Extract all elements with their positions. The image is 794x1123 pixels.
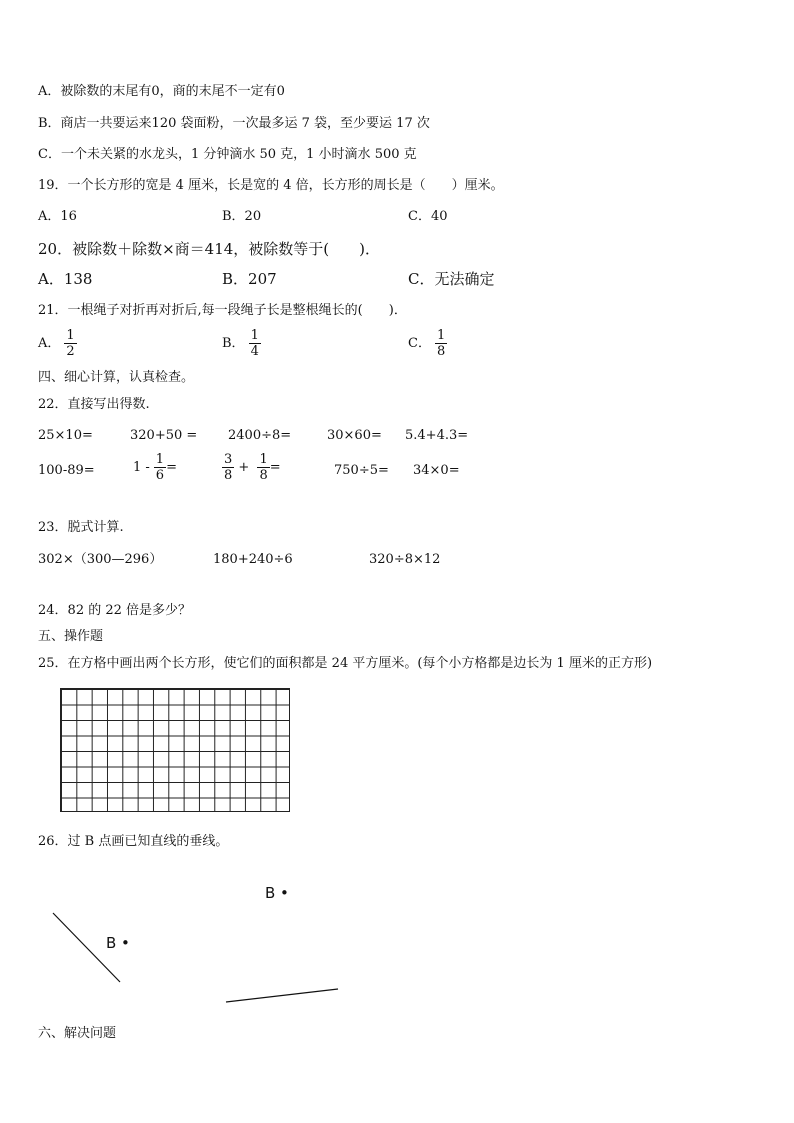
q20-option-c: C．无法确定 bbox=[408, 270, 495, 288]
fraction: $\frac{1}{2}$ bbox=[66, 328, 75, 359]
expression-item: 180+240÷6 bbox=[213, 552, 293, 567]
point-b-label: B • bbox=[265, 884, 289, 902]
given-line-left bbox=[53, 913, 120, 982]
point-b-label: B • bbox=[106, 934, 130, 952]
calc-item: 750÷5= bbox=[334, 463, 389, 478]
calc-item: 2400÷8= bbox=[228, 428, 292, 443]
q21-option-b-label: B． bbox=[222, 336, 245, 351]
question-24: 24．82 的 22 倍是多少？ bbox=[38, 603, 192, 618]
q19-option-b: B．20 bbox=[222, 209, 262, 224]
question-23: 23．脱式计算. bbox=[38, 520, 124, 535]
calc-item: 25×10= bbox=[38, 428, 93, 443]
q21-option-c-label: C． bbox=[408, 336, 431, 351]
calc-item: 34×0= bbox=[413, 463, 460, 478]
calc-item-fraction: 1 - $\frac{1}{6}$ = bbox=[133, 452, 177, 483]
question-22: 22．直接写出得数. bbox=[38, 397, 150, 412]
fraction: $\frac{1}{8}$ bbox=[259, 452, 268, 483]
q19-option-c: C．40 bbox=[408, 209, 448, 224]
fraction: $\frac{1}{4}$ bbox=[250, 328, 259, 359]
option-a-line: A．被除数的末尾有0，商的末尾不一定有0 bbox=[38, 84, 285, 99]
section-6-heading: 六、解决问题 bbox=[38, 1026, 117, 1041]
given-line-right bbox=[226, 989, 338, 1002]
option-c-line: C．一个未关紧的水龙头，1 分钟滴水 50 克，1 小时滴水 500 克 bbox=[38, 147, 417, 162]
q20-option-b: B．207 bbox=[222, 270, 277, 288]
calc-item: 5.4+4.3= bbox=[405, 428, 469, 443]
expression-item: 320÷8×12 bbox=[369, 552, 441, 567]
fraction: $\frac{3}{8}$ bbox=[224, 452, 233, 483]
question-25: 25．在方格中画出两个长方形，使它们的面积都是 24 平方厘米。(每个小方格都是边长为 1 厘米的正方形) bbox=[38, 656, 653, 671]
calc-item-fraction: $\frac{3}{8}$ + $\frac{1}{8}$ = bbox=[224, 452, 281, 483]
question-26: 26．过 B 点画已知直线的垂线。 bbox=[38, 834, 229, 849]
fraction: $\frac{1}{8}$ bbox=[436, 328, 446, 359]
section-5-heading: 五、操作题 bbox=[38, 629, 104, 644]
expression-item: 302×（300—296） bbox=[38, 552, 163, 567]
calc-item: 320+50 = bbox=[130, 428, 198, 443]
option-b-line: B．商店一共要运来120 袋面粉，一次最多运 7 袋，至少要运 17 次 bbox=[38, 116, 430, 131]
fraction: $\frac{1}{6}$ bbox=[155, 452, 165, 483]
question-20: 20．被除数＋除数×商＝414，被除数等于( )． bbox=[38, 240, 380, 258]
section-4-heading: 四、细心计算，认真检查。 bbox=[38, 370, 195, 385]
question-21: 21．一根绳子对折再对折后,每一段绳子长是整根绳长的( )． bbox=[38, 303, 407, 318]
q21-option-a-label: A． bbox=[38, 336, 61, 351]
question-19: 19．一个长方形的宽是 4 厘米，长是宽的 4 倍，长方形的周长是（ ）厘米。 bbox=[38, 178, 504, 193]
calc-item: 100-89= bbox=[38, 463, 95, 478]
q19-option-a: A．16 bbox=[38, 209, 77, 224]
calc-item: 30×60= bbox=[327, 428, 382, 443]
q20-option-a: A．138 bbox=[38, 270, 93, 288]
